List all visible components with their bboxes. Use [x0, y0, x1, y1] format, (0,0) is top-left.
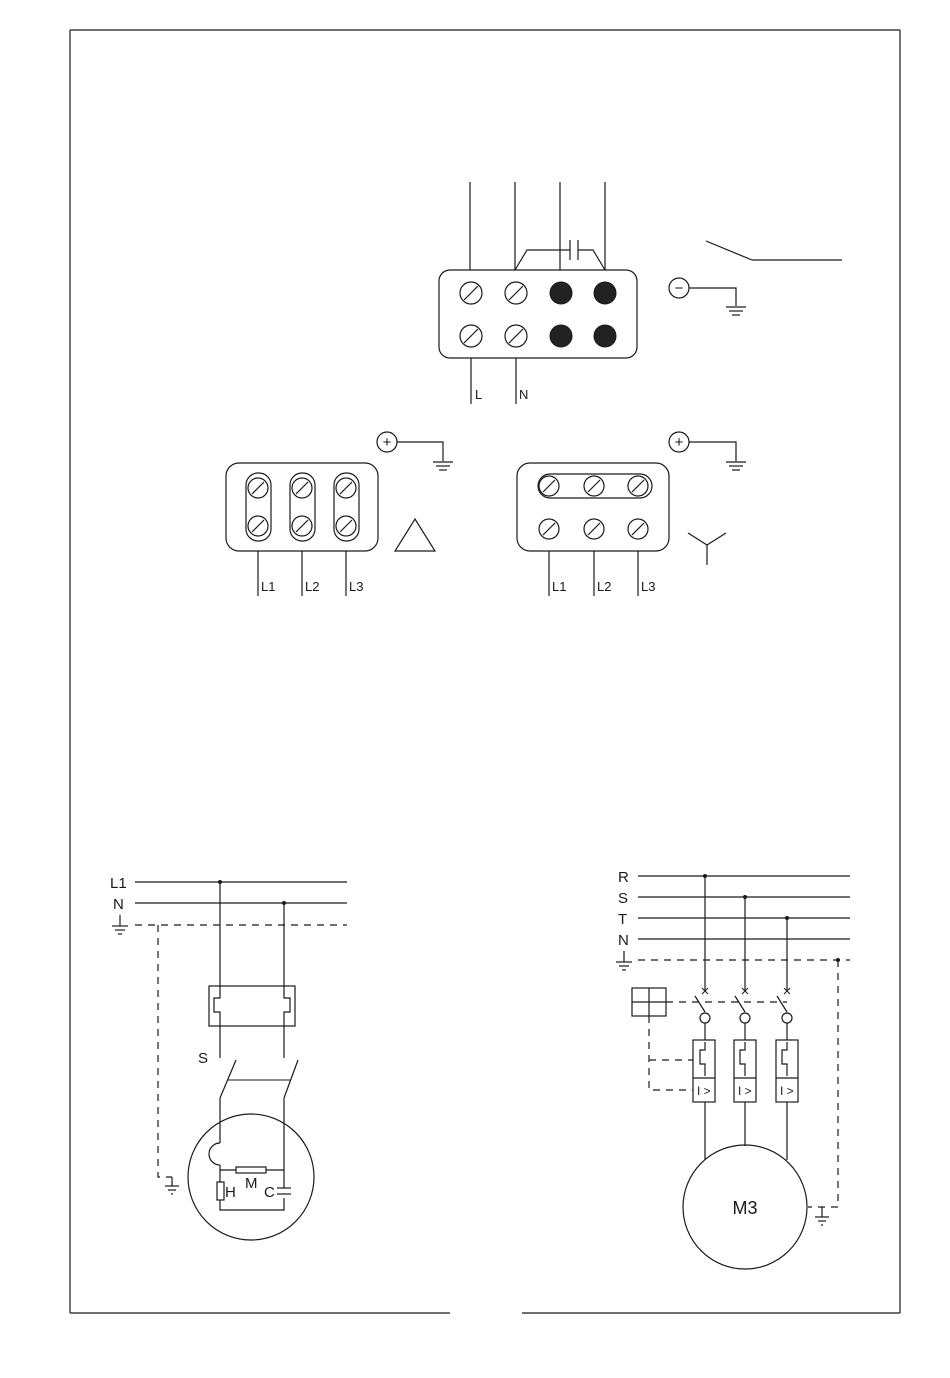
overload-relay	[734, 1040, 756, 1102]
protection-device	[209, 986, 295, 1026]
terminal-blind	[594, 282, 616, 304]
line-label-S: S	[618, 890, 629, 907]
minus-sign: −	[674, 280, 684, 297]
terminal-blind	[594, 325, 616, 347]
delta-terminal-box	[226, 463, 378, 596]
contactor-marks	[702, 988, 790, 994]
single-phase-terminal-box	[439, 182, 637, 404]
terminal-screw	[336, 516, 356, 536]
star-terminal-box	[517, 463, 669, 596]
switch-label-S: S	[198, 1050, 209, 1067]
page-border	[70, 30, 900, 1313]
terminal-screw	[539, 519, 559, 539]
lead-label-L3: L3	[641, 579, 656, 594]
component-H	[217, 1182, 224, 1200]
component-label-C: C	[264, 1184, 275, 1201]
terminal-screw	[505, 282, 527, 304]
lead-label-L2: L2	[597, 579, 612, 594]
component-label-M: M	[245, 1175, 258, 1192]
motor-label-M3: M3	[732, 1198, 758, 1218]
positive-ground-symbol-delta	[377, 432, 453, 470]
lead-label-L2: L2	[305, 579, 320, 594]
terminal-screw	[628, 476, 648, 496]
resistor-M	[236, 1167, 266, 1173]
terminal-screw	[248, 478, 268, 498]
lead-label-L3: L3	[349, 579, 364, 594]
delta-symbol	[395, 519, 435, 551]
line-label-N: N	[113, 896, 124, 913]
overload-symbol: I >	[697, 1084, 711, 1098]
terminal-screw	[460, 325, 482, 347]
positive-ground-symbol-star	[669, 432, 746, 470]
lead-label-L: L	[475, 387, 483, 402]
terminal-screw	[584, 519, 604, 539]
plus-sign: +	[674, 434, 684, 451]
terminal-blind	[550, 325, 572, 347]
terminal-screw	[539, 476, 559, 496]
star-symbol	[688, 533, 726, 565]
overload-symbol: I >	[738, 1084, 752, 1098]
terminal-screw	[628, 519, 648, 539]
negative-ground-symbol	[669, 278, 746, 315]
line-label-N: N	[618, 932, 629, 949]
terminal-screw	[505, 325, 527, 347]
terminal-screw	[292, 478, 312, 498]
lead-label-N: N	[519, 387, 529, 402]
line-label-R: R	[618, 869, 629, 886]
terminal-blind	[550, 282, 572, 304]
switch-symbol	[706, 241, 842, 260]
lead-label-L1: L1	[552, 579, 567, 594]
line-label-L1: L1	[110, 875, 127, 892]
terminal-screw	[336, 478, 356, 498]
overload-symbol: I >	[780, 1084, 794, 1098]
terminal-screw	[292, 516, 312, 536]
terminal-screw	[584, 476, 604, 496]
overload-relay	[693, 1040, 715, 1102]
lead-label-L1: L1	[261, 579, 276, 594]
component-label-H: H	[225, 1184, 236, 1201]
line-label-T: T	[618, 911, 628, 928]
single-phase-schematic	[110, 875, 347, 1240]
terminal-screw	[460, 282, 482, 304]
overload-relay	[776, 1040, 798, 1102]
plus-sign: +	[382, 434, 392, 451]
terminal-screw	[248, 516, 268, 536]
three-phase-schematic	[616, 869, 850, 1269]
